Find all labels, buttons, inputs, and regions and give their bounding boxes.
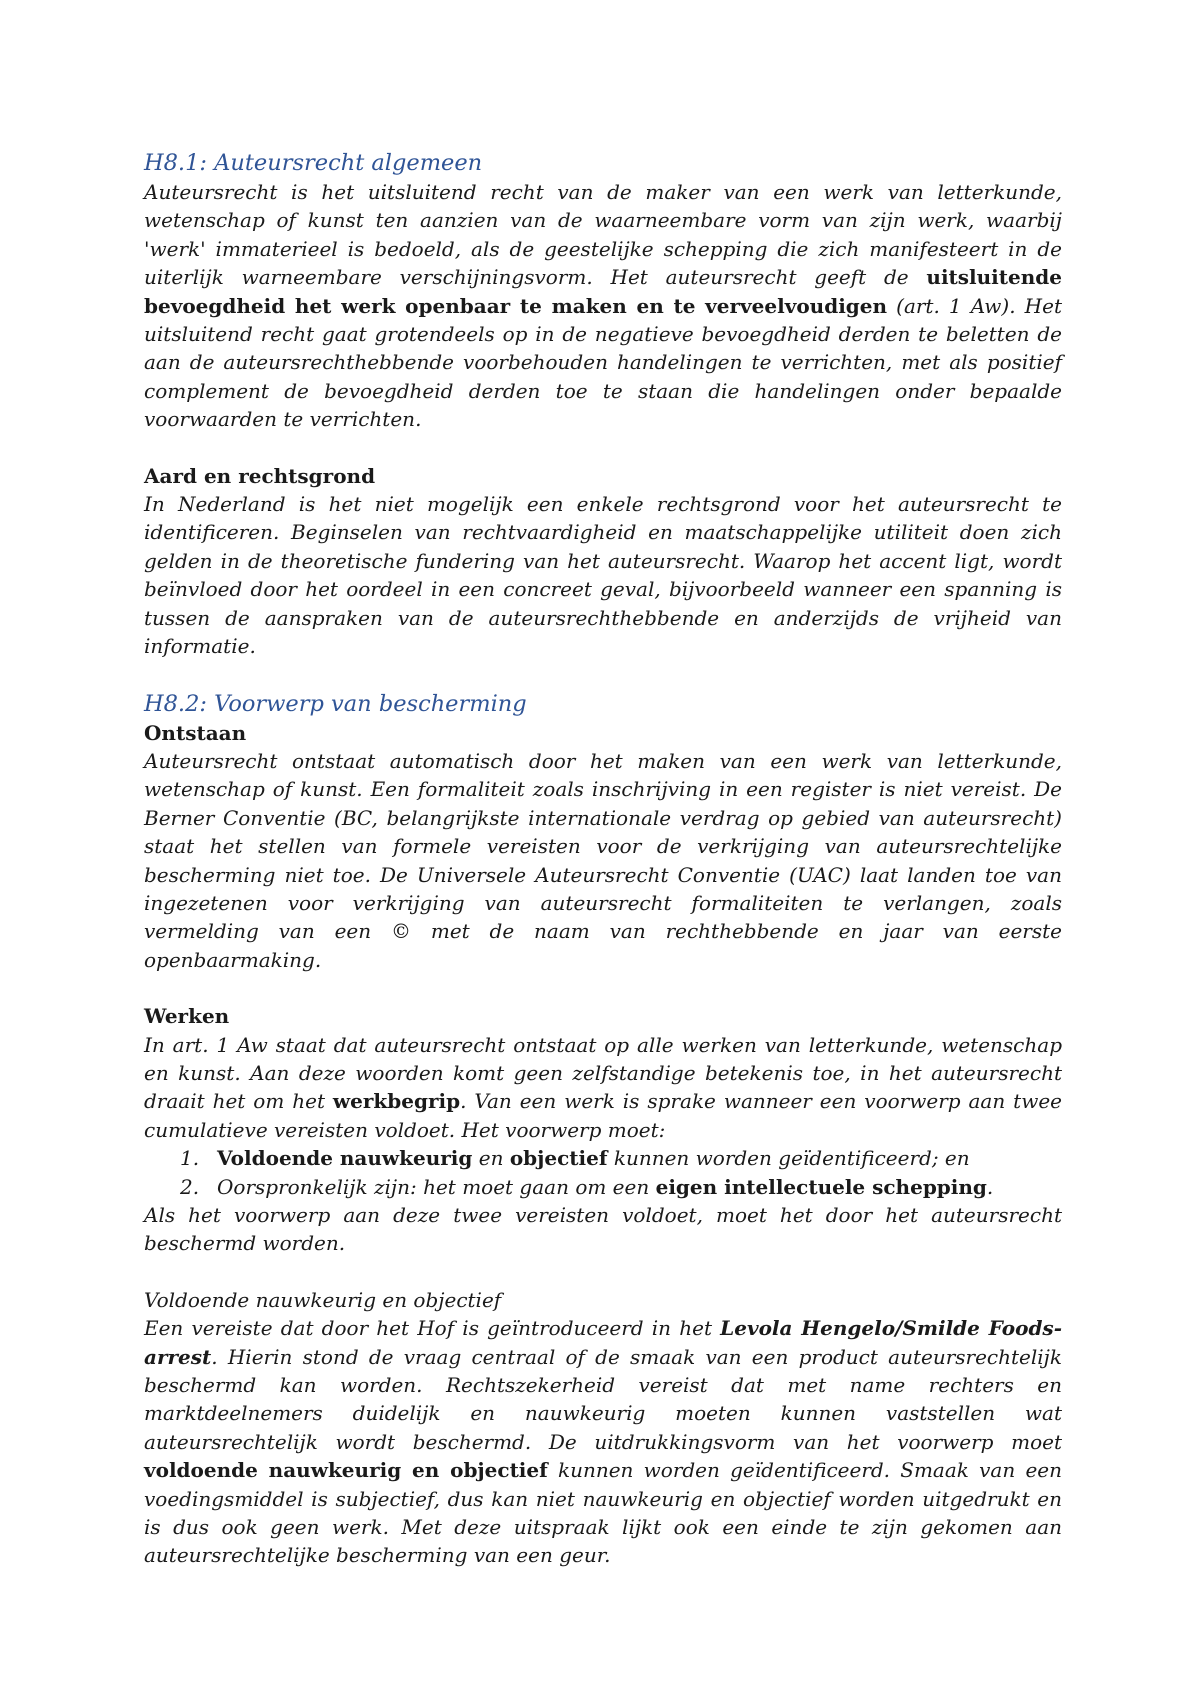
werken-text-2: . Van een werk is sprake wanneer een voorwerp aan twee cumulatieve vereisten voldoet. Het voorwerp moet: xyxy=(144,1089,1062,1142)
spacer xyxy=(144,1258,1062,1286)
section-heading-8-1: H8.1: Auteursrecht algemeen xyxy=(144,150,483,176)
spacer xyxy=(144,434,1062,462)
list-item xyxy=(144,1144,1062,1172)
spacer xyxy=(144,661,1062,689)
voldoende-bold-term: voldoende nauwkeurig en objectief xyxy=(144,1458,548,1483)
ontstaan-paragraph: Auteursrecht ontstaat automatisch door het maken van een werk van letterkunde, wetenschap of kunst. Een formaliteit zoals inschrijving in een register is niet vereist. De Berner Conventie (BC, belangrijkste internationale verdrag op gebied van auteursrecht) staat het stellen van formele vereisten voor de verkrijging van auteursrechtelijke bescherming niet toe. De Universele Auteursrecht Conventie (UAC) laat landen toe van ingezetenen voor verkrijging van auteursrecht formaliteiten te verlangen, zoals vermelding van een © met de naam van rechthebbende en jaar van eerste openbaarmaking. xyxy=(144,748,1062,972)
list-text: . xyxy=(986,1174,994,1199)
intro-text-1: Auteursrecht is het uitsluitend recht van de maker van een werk van letterkunde, wetenschap of kunst ten aanzien van de waarneembare vorm van zijn werk, waarbij 'werk' immaterieel is bedoeld, als de geestelijke schepping die zich manifesteert in de uiterlijk warneembare verschijningsvorm. Het auteursrecht geeft de xyxy=(144,180,1062,290)
aard-paragraph: In Nederland is het niet mogelijk een enkele rechtsgrond voor het auteursrecht te identificeren. Beginselen van rechtvaardigheid en maatschappelijke utiliteit doen zich gelden in de theoretische fundering van het auteursrecht. Waarop het accent ligt, wordt beïnvloed door het oordeel in een concreet geval, bijvoorbeeld wanneer een spanning is tussen de aanspraken van de auteursrechthebbende en anderzijds de vrijheid van informatie. xyxy=(144,492,1062,659)
intro-bold-term: uitsluitende bevoegdheid het werk openbaar te maken en te verveelvoudigen xyxy=(144,265,1062,318)
voldoende-text-1: Een vereiste dat door het Hof is geïntroduceerd in het xyxy=(144,1316,721,1341)
aard-heading: Aard en rechtsgrond xyxy=(144,463,376,488)
intro-text-2: (art. 1 Aw). Het uitsluitend recht gaat grotendeels op in de negatieve bevoegdheid derden te beletten de aan de auteursrechthebbende voorbehouden handelingen te verrichten, met als positief complement de bevoegdheid derden toe te staan die handelingen onder bepaalde voorwaarden te verrichten. xyxy=(144,293,1062,432)
list-number: 2. xyxy=(180,1174,200,1199)
list-bold: eigen intellectuele schepping xyxy=(655,1174,987,1199)
werken-paragraph xyxy=(144,1031,1062,1145)
werken-after-paragraph: Als het voorwerp aan deze twee vereisten voldoet, moet het door het auteursrecht beschermd worden. xyxy=(144,1203,1062,1256)
list-bold: objectief xyxy=(509,1146,608,1171)
requirements-list xyxy=(144,1144,1062,1201)
intro-paragraph xyxy=(144,178,1062,434)
list-bold: Voldoende nauwkeurig xyxy=(217,1146,473,1171)
list-number: 1. xyxy=(180,1146,200,1171)
spacer xyxy=(144,974,1062,1002)
list-text: kunnen worden geïdentificeerd; en xyxy=(607,1146,970,1171)
list-item xyxy=(144,1173,1062,1201)
section-heading-8-2: H8.2: Voorwerp van bescherming xyxy=(144,690,527,717)
voldoende-heading: Voldoende nauwkeurig en objectief xyxy=(144,1287,502,1312)
voldoende-text-2: . Hierin stond de vraag centraal of de smaak van een product auteursrechtelijk beschermd kan worden. Rechtszekerheid vereist dat met name rechters en marktdeelnemers duidelijk en nauwkeurig moeten kunnen vaststellen wat auteursrechtelijk wordt beschermd. De uitdrukkingsvorm van het voorwerp moet xyxy=(144,1344,1062,1454)
werken-heading: Werken xyxy=(144,1004,230,1029)
werken-text-1: In art. 1 Aw staat dat auteursrecht ontstaat op alle werken van letterkunde, wetenschap en kunst. Aan deze woorden komt geen zelfstandige betekenis toe, in het auteursrecht draait het om het xyxy=(144,1032,1062,1114)
ontstaan-heading: Ontstaan xyxy=(144,720,247,745)
case-name: Levola Hengelo/Smilde Foods-arrest xyxy=(144,1316,1062,1369)
list-text: en xyxy=(472,1146,510,1171)
werken-bold-term: werkbegrip xyxy=(332,1089,461,1114)
list-text: Oorspronkelijk zijn: het moet gaan om een xyxy=(217,1174,656,1199)
voldoende-paragraph xyxy=(144,1314,1062,1570)
voldoende-text-3: kunnen worden geïdentificeerd. Smaak van een voedingsmiddel is subjectief, dus kan niet nauwkeurig en objectief worden uitgedrukt en is dus ook geen werk. Met deze uitspraak lijkt ook een einde te zijn gekomen aan auteursrechtelijke bescherming van een geur. xyxy=(144,1458,1062,1568)
